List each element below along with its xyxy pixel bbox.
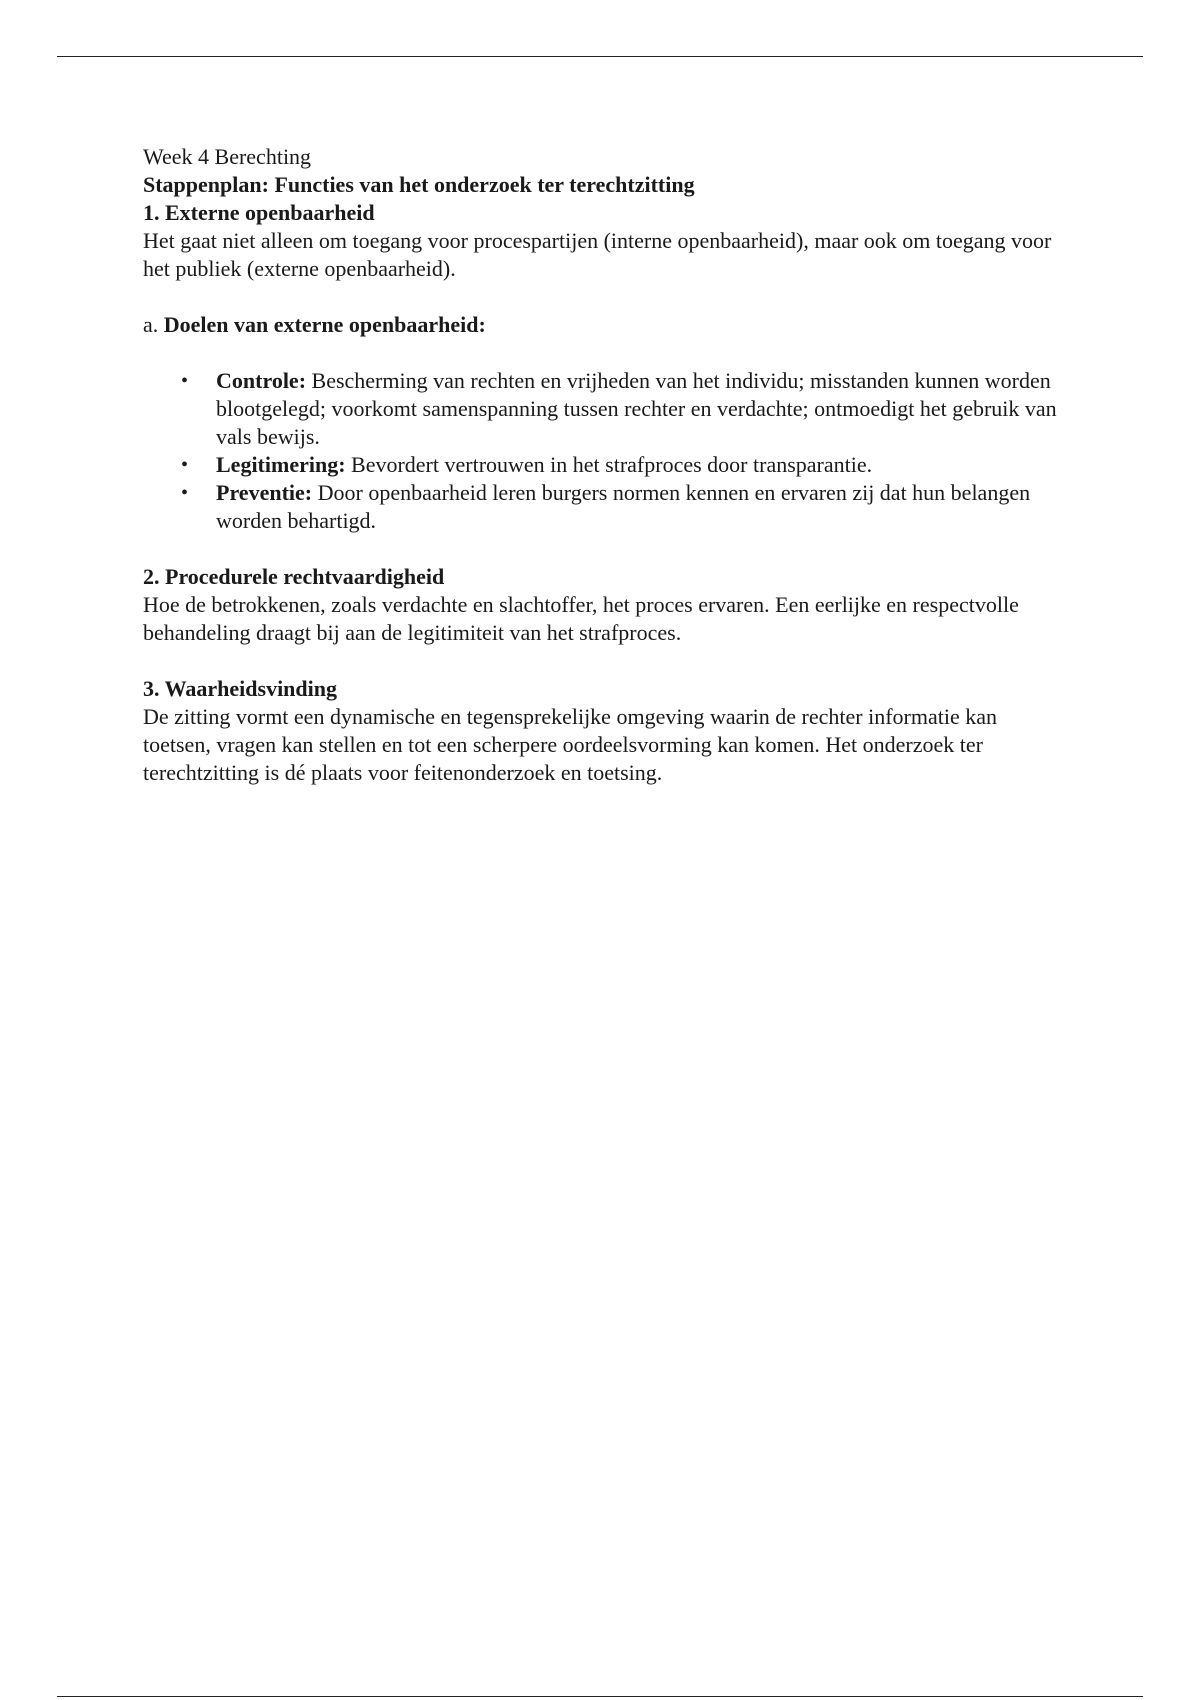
- bullet-icon: •: [181, 370, 189, 392]
- subsection-a: [143, 311, 1063, 339]
- course-line: Week 4 Berechting: [143, 144, 312, 169]
- list-item: [143, 451, 1063, 479]
- list-item: [143, 479, 1063, 535]
- goals-list: [143, 367, 1063, 535]
- top-rule: [57, 56, 1143, 57]
- bullet-text: Bevordert vertrouwen in het strafproces door transparantie.: [351, 452, 873, 477]
- bullet-term: Controle:: [216, 368, 307, 393]
- section-3-heading: 3. Waarheidsvinding: [143, 676, 337, 701]
- section-2-paragraph: Hoe de betrokkenen, zoals verdachte en slachtoffer, het proces ervaren. Een eerlijke en respectvolle behandeling draagt bij aan de legitimiteit van het strafproces.: [143, 592, 1019, 645]
- bullet-text: Door openbaarheid leren burgers normen kennen en ervaren zij dat hun belangen worden behartigd.: [216, 480, 1031, 533]
- bullet-icon: •: [181, 482, 189, 504]
- spacer: [143, 647, 1063, 675]
- spacer: [143, 339, 1063, 367]
- bottom-rule: [57, 1696, 1143, 1697]
- document-body: [143, 143, 1063, 787]
- bullet-icon: •: [181, 454, 189, 476]
- document-title: Stappenplan: Functies van het onderzoek ter terechtzitting: [143, 172, 695, 197]
- section-1-paragraph: Het gaat niet alleen om toegang voor procespartijen (interne openbaarheid), maar ook om toegang voor het publiek (externe openbaarheid).: [143, 228, 1052, 281]
- section-2-heading: 2. Procedurele rechtvaardigheid: [143, 564, 445, 589]
- bullet-text: Bescherming van rechten en vrijheden van het individu; misstanden kunnen worden blootgelegd; voorkomt samenspanning tussen rechter en verdachte; ontmoedigt het gebruik van vals bewijs.: [216, 368, 1057, 449]
- list-item: [143, 367, 1063, 451]
- spacer: [143, 283, 1063, 311]
- spacer: [143, 535, 1063, 563]
- section-1-heading: 1. Externe openbaarheid: [143, 200, 375, 225]
- subsection-a-heading: Doelen van externe openbaarheid:: [163, 312, 486, 337]
- bullet-term: Legitimering:: [216, 452, 346, 477]
- bullet-term: Preventie:: [216, 480, 313, 505]
- section-3-paragraph: De zitting vormt een dynamische en tegensprekelijke omgeving waarin de rechter informatie kan toetsen, vragen kan stellen en tot een scherpere oordeelsvorming kan komen. Het onderzoek ter terechtzitting is dé plaats voor feitenonderzoek en toetsing.: [143, 704, 998, 785]
- subsection-a-prefix: a.: [143, 312, 159, 337]
